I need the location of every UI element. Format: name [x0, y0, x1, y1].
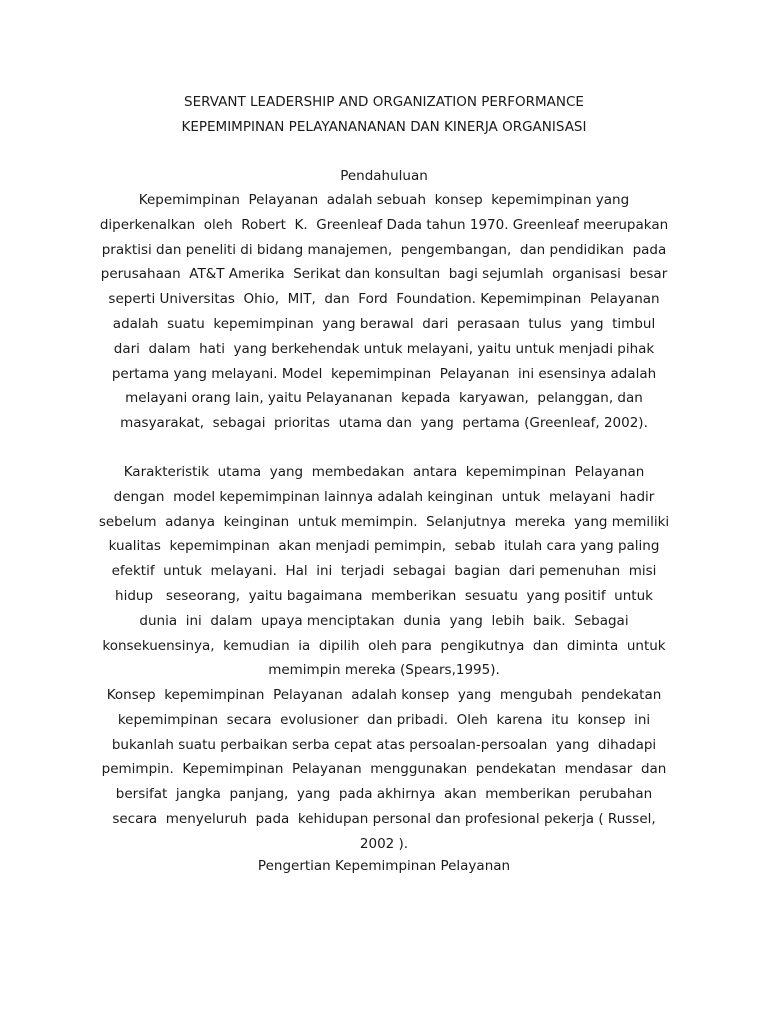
paragraph-line: diperkenalkan oleh Robert K. Greenleaf Dada tahun 1970. Greenleaf meerupakan [99, 216, 669, 233]
paragraph-line: dari dalam hati yang berkehendak untuk melayani, yaitu untuk menjadi pihak [113, 340, 655, 357]
paragraph-line: melayani orang lain, yaitu Pelayananan kepada karyawan, pelanggan, dan [125, 390, 643, 407]
paragraph-line: praktisi dan peneliti di bidang manajemen, pengembangan, dan pendidikan pada [101, 241, 667, 258]
paragraph-line: seperti Universitas Ohio, MIT, dan Ford Foundation. Kepemimpinan Pelayanan [108, 291, 660, 308]
document-title-block [0, 90, 768, 140]
paragraph-line: Kepemimpinan Pelayanan adalah sebuah konsep kepemimpinan yang [138, 192, 630, 208]
paragraph-line: Konsep kepemimpinan Pelayanan adalah konsep yang mengubah pendekatan [106, 687, 662, 703]
paragraph-line: pemimpin. Kepemimpinan Pelayanan menggunakan pendekatan mendasar dan [101, 761, 667, 778]
paragraph-line: kualitas kepemimpinan akan menjadi pemimpin, sebab itulah cara yang paling [108, 538, 660, 555]
paragraph-line: pertama yang melayani. Model kepemimpinan Pelayanan ini esensinya adalah [111, 365, 657, 382]
paragraph-characteristics [80, 460, 688, 683]
paragraph-line: masyarakat, sebagai prioritas utama dan yang pertama (Greenleaf, 2002). [120, 415, 648, 432]
section-heading-pengertian: Pengertian Kepemimpinan Pelayanan [257, 858, 511, 874]
paragraph-line: konsekuensinya, kemudian ia dipilih oleh para pengikutnya dan diminta untuk [102, 637, 666, 654]
paragraph-intro [80, 188, 688, 436]
paragraph-line: bersifat jangka panjang, yang pada akhirnya akan memberikan perubahan [115, 786, 653, 803]
paragraph-line: hidup seseorang, yaitu bagaimana memberikan sesuatu yang positif untuk [115, 587, 653, 604]
paragraph-line: secara menyeluruh pada kehidupan personal dan profesional pekerja ( Russel, [112, 810, 656, 827]
paragraph-concept [80, 683, 688, 857]
paragraph-line: adalah suatu kepemimpinan yang berawal dari perasaan tulus yang timbul [112, 315, 656, 332]
paragraph-line: efektif untuk melayani. Hal ini terjadi sebagai bagian dari pemenuhan misi [111, 563, 657, 580]
section-heading-pendahuluan: Pendahuluan [340, 168, 428, 184]
title-english: SERVANT LEADERSHIP AND ORGANIZATION PERFORMANCE [184, 94, 584, 110]
paragraph-line: 2002 ). [359, 835, 409, 852]
paragraph-line: perusahaan AT&T Amerika Serikat dan konsultan bagi sejumlah organisasi besar [100, 266, 668, 283]
paragraph-line: memimpin mereka (Spears,1995). [268, 662, 500, 679]
paragraph-line: dunia ini dalam upaya menciptakan dunia yang lebih baik. Sebagai [139, 612, 629, 629]
paragraph-line: kepemimpinan secara evolusioner dan pribadi. Oleh karena itu konsep ini [117, 711, 651, 728]
paragraph-line: Karakteristik utama yang membedakan antara kepemimpinan Pelayanan [123, 464, 645, 480]
title-indonesian: KEPEMIMPINAN PELAYANANANAN DAN KINERJA ORGANISASI [181, 119, 587, 135]
paragraph-line: sebelum adanya keinginan untuk memimpin. Selanjutnya mereka yang memiliki [98, 513, 670, 530]
paragraph-line: bukanlah suatu perbaikan serba cepat atas persoalan-persoalan yang dihadapi [111, 736, 657, 753]
paragraph-line: dengan model kepemimpinan lainnya adalah keinginan untuk melayani hadir [113, 488, 655, 505]
